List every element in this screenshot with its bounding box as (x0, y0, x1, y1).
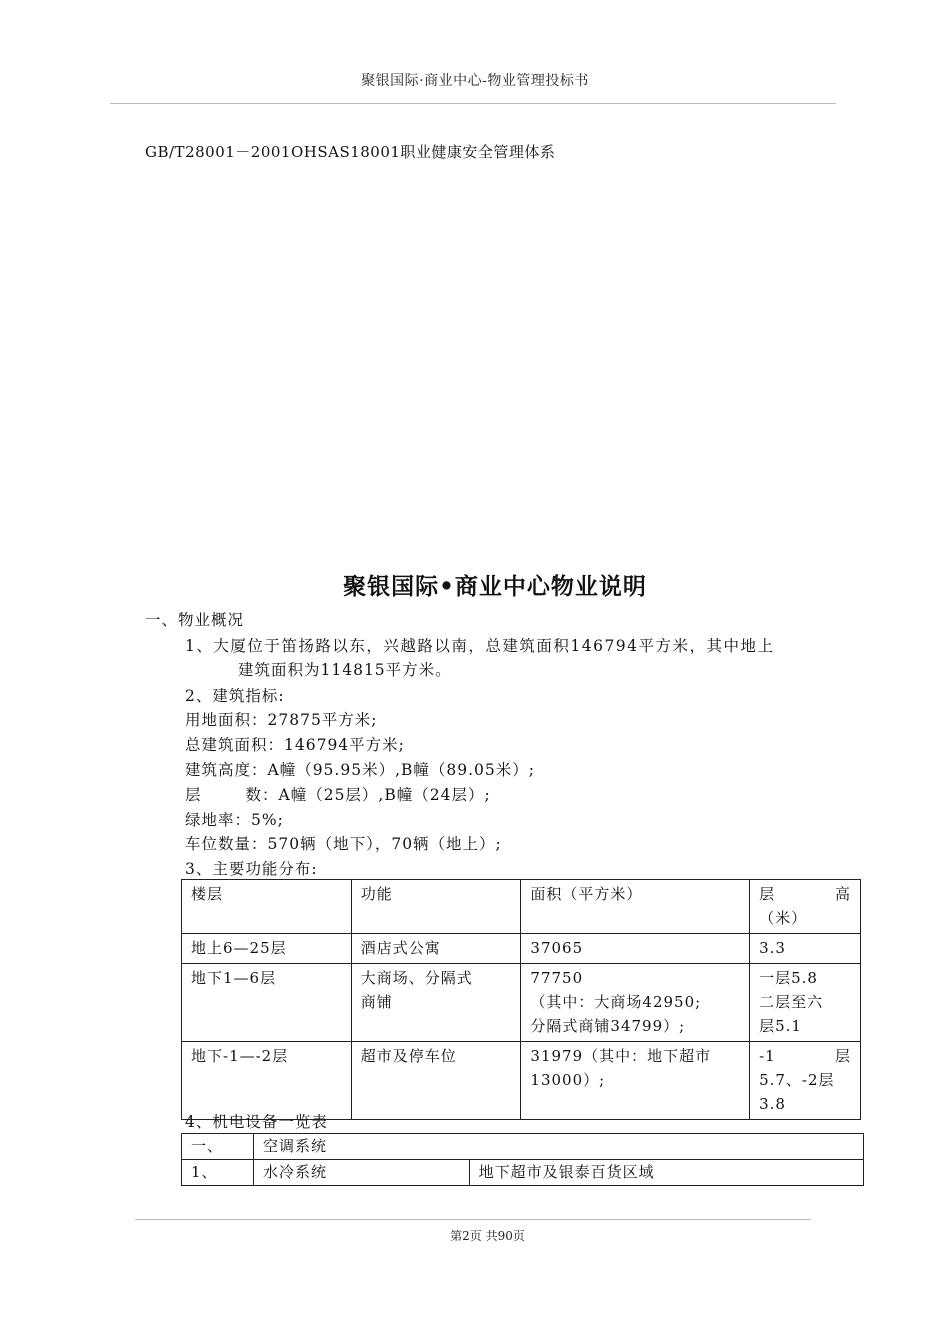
indicator-line: 车位数量：570辆（地下），70辆（地上）; (185, 835, 502, 853)
table-cell: 空调系统 (253, 1134, 863, 1160)
cell-text: -1 (759, 1047, 776, 1065)
table-row (182, 964, 861, 1042)
table-cell: 酒店式公寓 (351, 934, 521, 964)
table-row (182, 1042, 861, 1120)
floors-label: 层 (185, 786, 202, 804)
footer-rule (135, 1219, 811, 1220)
table-row (182, 1160, 864, 1186)
table-cell: 一、 (182, 1134, 254, 1160)
floor-function-table (181, 879, 861, 1120)
header-cell: 面积（平方米） (521, 880, 750, 934)
indicator-line: 绿地率：5%; (185, 811, 284, 829)
indicator-line (185, 783, 491, 807)
document-title: 聚银国际•商业中心物业说明 (343, 573, 647, 600)
table-cell: 37065 (521, 934, 750, 964)
table-cell (750, 1042, 861, 1120)
table-cell: 地下1—6层 (182, 964, 352, 1042)
cell-text: 商铺 (360, 993, 393, 1011)
cell-text: 大商场、分隔式 (360, 969, 473, 987)
indicator-line: 总建筑面积：146794平方米; (185, 736, 405, 754)
table-row (182, 934, 861, 964)
page-footer: 第2页 共90页 (450, 1229, 525, 1243)
section-heading: 一、物业概况 (145, 611, 245, 629)
floors-value: 数：A幢（25层）,B幢（24层）; (245, 786, 491, 804)
table-cell: 地上6—25层 (182, 934, 352, 964)
table-header-row (182, 880, 861, 934)
header-text: （米） (759, 909, 808, 927)
table-row (182, 1134, 864, 1160)
paragraph-line: 1、大厦位于笛扬路以东，兴越路以南，总建筑面积146794平方米，其中地上 (185, 637, 775, 655)
cell-text: 一层5.8 (759, 969, 818, 987)
cell-text: 3.8 (759, 1095, 786, 1113)
header-text: 层 (759, 885, 776, 903)
cell-text: 二层至六 (759, 993, 824, 1011)
cell-text: （其中：大商场42950; (530, 993, 702, 1011)
table-cell: 水冷系统 (253, 1160, 469, 1186)
table-cell: 1、 (182, 1160, 254, 1186)
table-cell: 3.3 (750, 934, 861, 964)
subsection-heading: 2、建筑指标: (185, 687, 285, 705)
header-cell (750, 880, 861, 934)
header-cell: 楼层 (182, 880, 352, 934)
table-cell: 地下超市及银泰百货区域 (469, 1160, 863, 1186)
cell-text: 31979（其中：地下超市 (530, 1047, 712, 1065)
page-header: 聚银国际·商业中心-物业管理投标书 (361, 73, 589, 89)
paragraph-line: 建筑面积为114815平方米。 (238, 661, 452, 679)
table-cell (521, 964, 750, 1042)
cell-text: 分隔式商铺34799）; (530, 1017, 686, 1035)
table-cell (351, 964, 521, 1042)
equipment-table (181, 1133, 864, 1186)
standard-line: GB/T28001－2001OHSAS18001职业健康安全管理体系 (145, 143, 556, 161)
cell-text: 层 (834, 1047, 851, 1065)
subsection-heading: 4、机电设备一览表 (185, 1113, 328, 1131)
table-cell (521, 1042, 750, 1120)
indicator-line: 用地面积：27875平方米; (185, 711, 378, 729)
header-text: 高 (834, 885, 851, 903)
table-cell: 超市及停车位 (351, 1042, 521, 1120)
table-cell: 地下-1—-2层 (182, 1042, 352, 1120)
table-cell (750, 964, 861, 1042)
cell-text: 13000）; (530, 1071, 606, 1089)
header-rule (110, 103, 836, 104)
cell-text: 层5.1 (759, 1017, 802, 1035)
cell-text: 77750 (530, 969, 584, 987)
header-cell: 功能 (351, 880, 521, 934)
subsection-heading: 3、主要功能分布: (185, 860, 318, 878)
indicator-line: 建筑高度：A幢（95.95米）,B幢（89.05米）; (185, 761, 535, 779)
cell-text: 5.7、-2层 (759, 1071, 835, 1089)
